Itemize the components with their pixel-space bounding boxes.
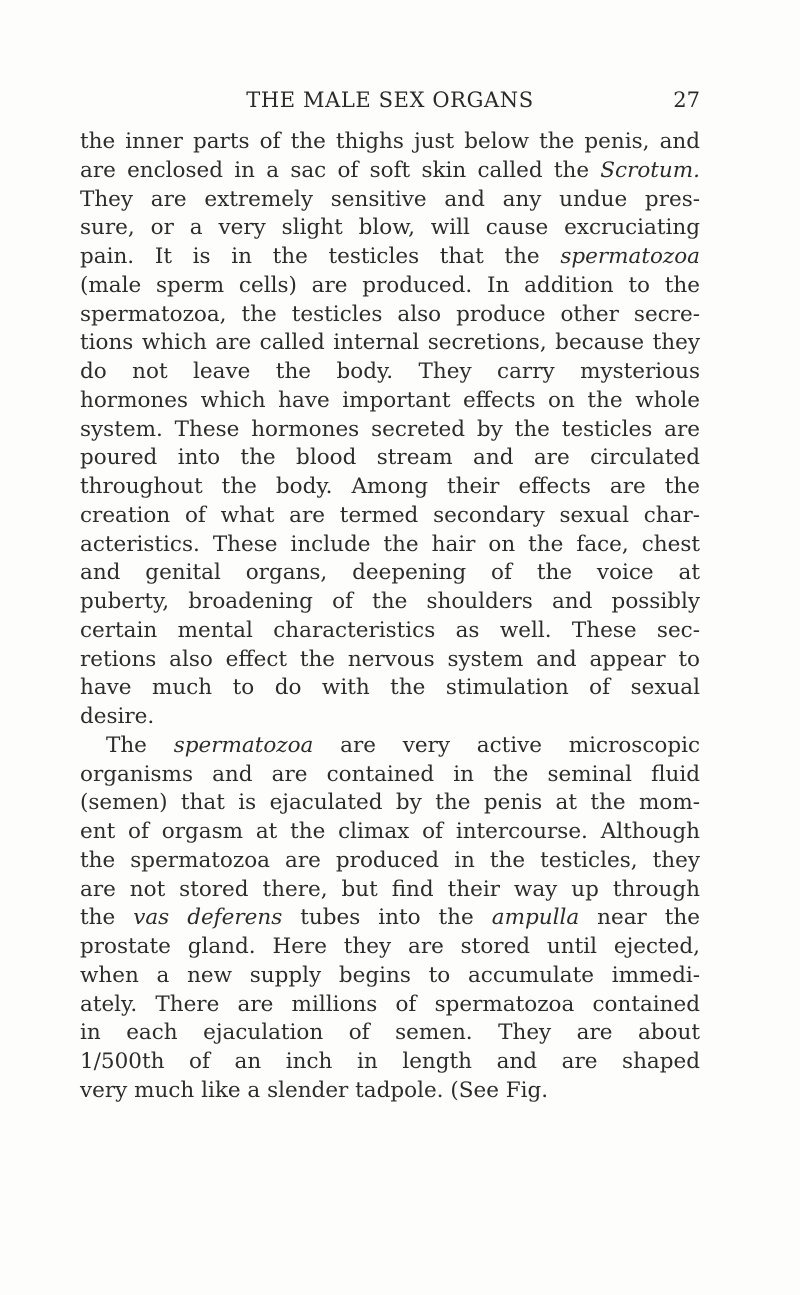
text-line: hormones which have important effects on the whole [80, 387, 700, 413]
italic-term: spermatozoa [560, 244, 700, 269]
body-text [80, 128, 700, 1106]
text-line: pain. It is in the testicles that the spermatozoa [80, 244, 700, 269]
text-line: prostate gland. Here they are stored until ejected, [80, 934, 700, 959]
text-line: throughout the body. Among their effects are the [80, 474, 700, 499]
text-line: in each ejaculation of semen. They are about [80, 1020, 700, 1046]
page-number: 27 [673, 88, 700, 112]
text-line: sure, or a very slight blow, will cause excruciating [80, 215, 700, 241]
text-line: have much to do with the stimulation of sexual [80, 675, 700, 701]
text-line: The spermatozoa are very active microscopic [106, 732, 701, 758]
text-line: system. These hormones secreted by the testicles are [80, 416, 700, 442]
text-line: are enclosed in a sac of soft skin called the Scrotum. [80, 157, 700, 183]
text-line: puberty, broadening of the shoulders and possibly [80, 589, 700, 614]
italic-term: vas deferens [133, 905, 283, 931]
text-line: the vas deferens tubes into the ampulla near the [80, 905, 700, 931]
text-line: retions also effect the nervous system and appear to [80, 646, 700, 672]
text-line: poured into the blood stream and are circulated [80, 445, 700, 471]
text-line: ately. There are millions of spermatozoa contained [80, 991, 700, 1017]
text-line: spermatozoa, the testicles also produce other secre- [80, 301, 700, 327]
running-title: THE MALE SEX ORGANS [246, 88, 534, 112]
italic-term: ampulla [491, 905, 580, 931]
text-line: creation of what are termed secondary sexual char- [80, 502, 700, 528]
italic-term: Scrotum. [600, 157, 700, 183]
text-line: certain mental characteristics as well. These sec- [80, 617, 700, 643]
text-line: are not stored there, but find their way up through [80, 876, 700, 902]
text-line: when a new supply begins to accumulate immedi- [80, 962, 700, 988]
text-line: 1/500th of an inch in length and are shaped [80, 1049, 700, 1074]
text-line: very much like a slender tadpole. (See Fig. [80, 1077, 549, 1103]
text-line: organisms and are contained in the seminal fluid [80, 761, 700, 787]
text-line: the spermatozoa are produced in the testicles, they [80, 847, 700, 873]
text-line: acteristics. These include the hair on the face, chest [80, 531, 700, 557]
text-line: tions which are called internal secretions, because they [80, 330, 700, 356]
text-line: and genital organs, deepening of the voice at [80, 560, 700, 586]
running-head [80, 88, 700, 118]
text-line: (semen) that is ejaculated by the penis at the mom- [80, 790, 700, 816]
italic-term: spermatozoa [173, 732, 314, 758]
text-line: (male sperm cells) are produced. In addition to the [80, 272, 700, 298]
text-line: do not leave the body. They carry mysterious [80, 359, 700, 384]
text-line: desire. [80, 704, 155, 729]
text-line: They are extremely sensitive and any undue pres- [80, 186, 700, 212]
text-line: the inner parts of the thighs just below the penis, and [80, 129, 700, 154]
text-line: ent of orgasm at the climax of intercourse. Although [80, 819, 700, 844]
